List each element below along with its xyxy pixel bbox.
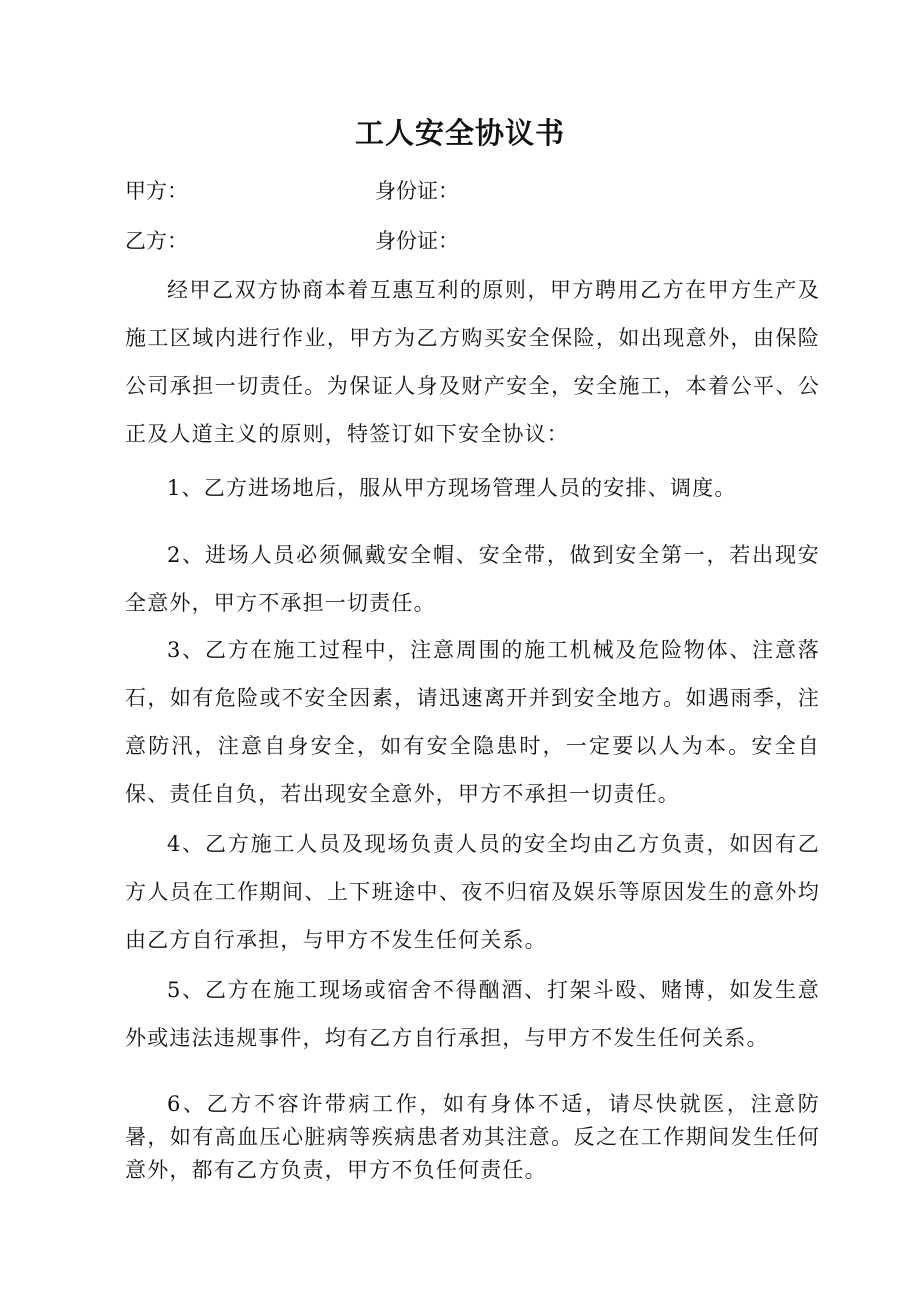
- document-title: 工人安全协议书: [354, 116, 565, 150]
- party-a-label: 甲方：: [125, 179, 188, 203]
- clause-2: 2、进场人员必须佩戴安全帽、安全带，做到安全第一，若出现安全意外，甲方不承担一切责任。: [125, 543, 820, 615]
- party-b-label: 乙方：: [125, 229, 188, 253]
- clause-1: 1、乙方进场地后，服从甲方现场管理人员的安排、调度。: [167, 476, 737, 500]
- clause-5: 5、乙方在施工现场或宿舍不得酗酒、打架斗殴、赌博，如发生意外或违法违规事件，均有乙方自行承担，与甲方不发生任何关系。: [125, 978, 820, 1050]
- party-a-id-label: 身份证：: [375, 179, 459, 203]
- party-b-id-label: 身份证：: [375, 229, 459, 253]
- clause-3: 3、乙方在施工过程中，注意周围的施工机械及危险物体、注意落石，如有危险或不安全因素，请迅速离开并到安全地方。如遇雨季，注意防汛，注意自身安全，如有安全隐患时，一定要以人为本。安全自保、责任自负，若出现安全意外，甲方不承担一切责任。: [125, 638, 820, 806]
- intro-paragraph: 经甲乙双方协商本着互惠互利的原则，甲方聘用乙方在甲方生产及施工区域内进行作业，甲方为乙方购买安全保险，如出现意外，由保险公司承担一切责任。为保证人身及财产安全，安全施工，本着公平、公正及人道主义的原则，特签订如下安全协议：: [125, 278, 820, 446]
- clause-4: 4、乙方施工人员及现场负责人员的安全均由乙方负责，如因有乙方人员在工作期间、上下班途中、夜不归宿及娱乐等原因发生的意外均由乙方自行承担，与甲方不发生任何关系。: [125, 832, 820, 952]
- party-b-row: [125, 225, 825, 257]
- party-a-row: [125, 175, 825, 207]
- clause-6: 6、乙方不容许带病工作，如有身体不适，请尽快就医，注意防暑，如有高血压心脏病等疾病患者劝其注意。反之在工作期间发生任何意外，都有乙方负责，甲方不负任何责任。: [125, 1092, 820, 1182]
